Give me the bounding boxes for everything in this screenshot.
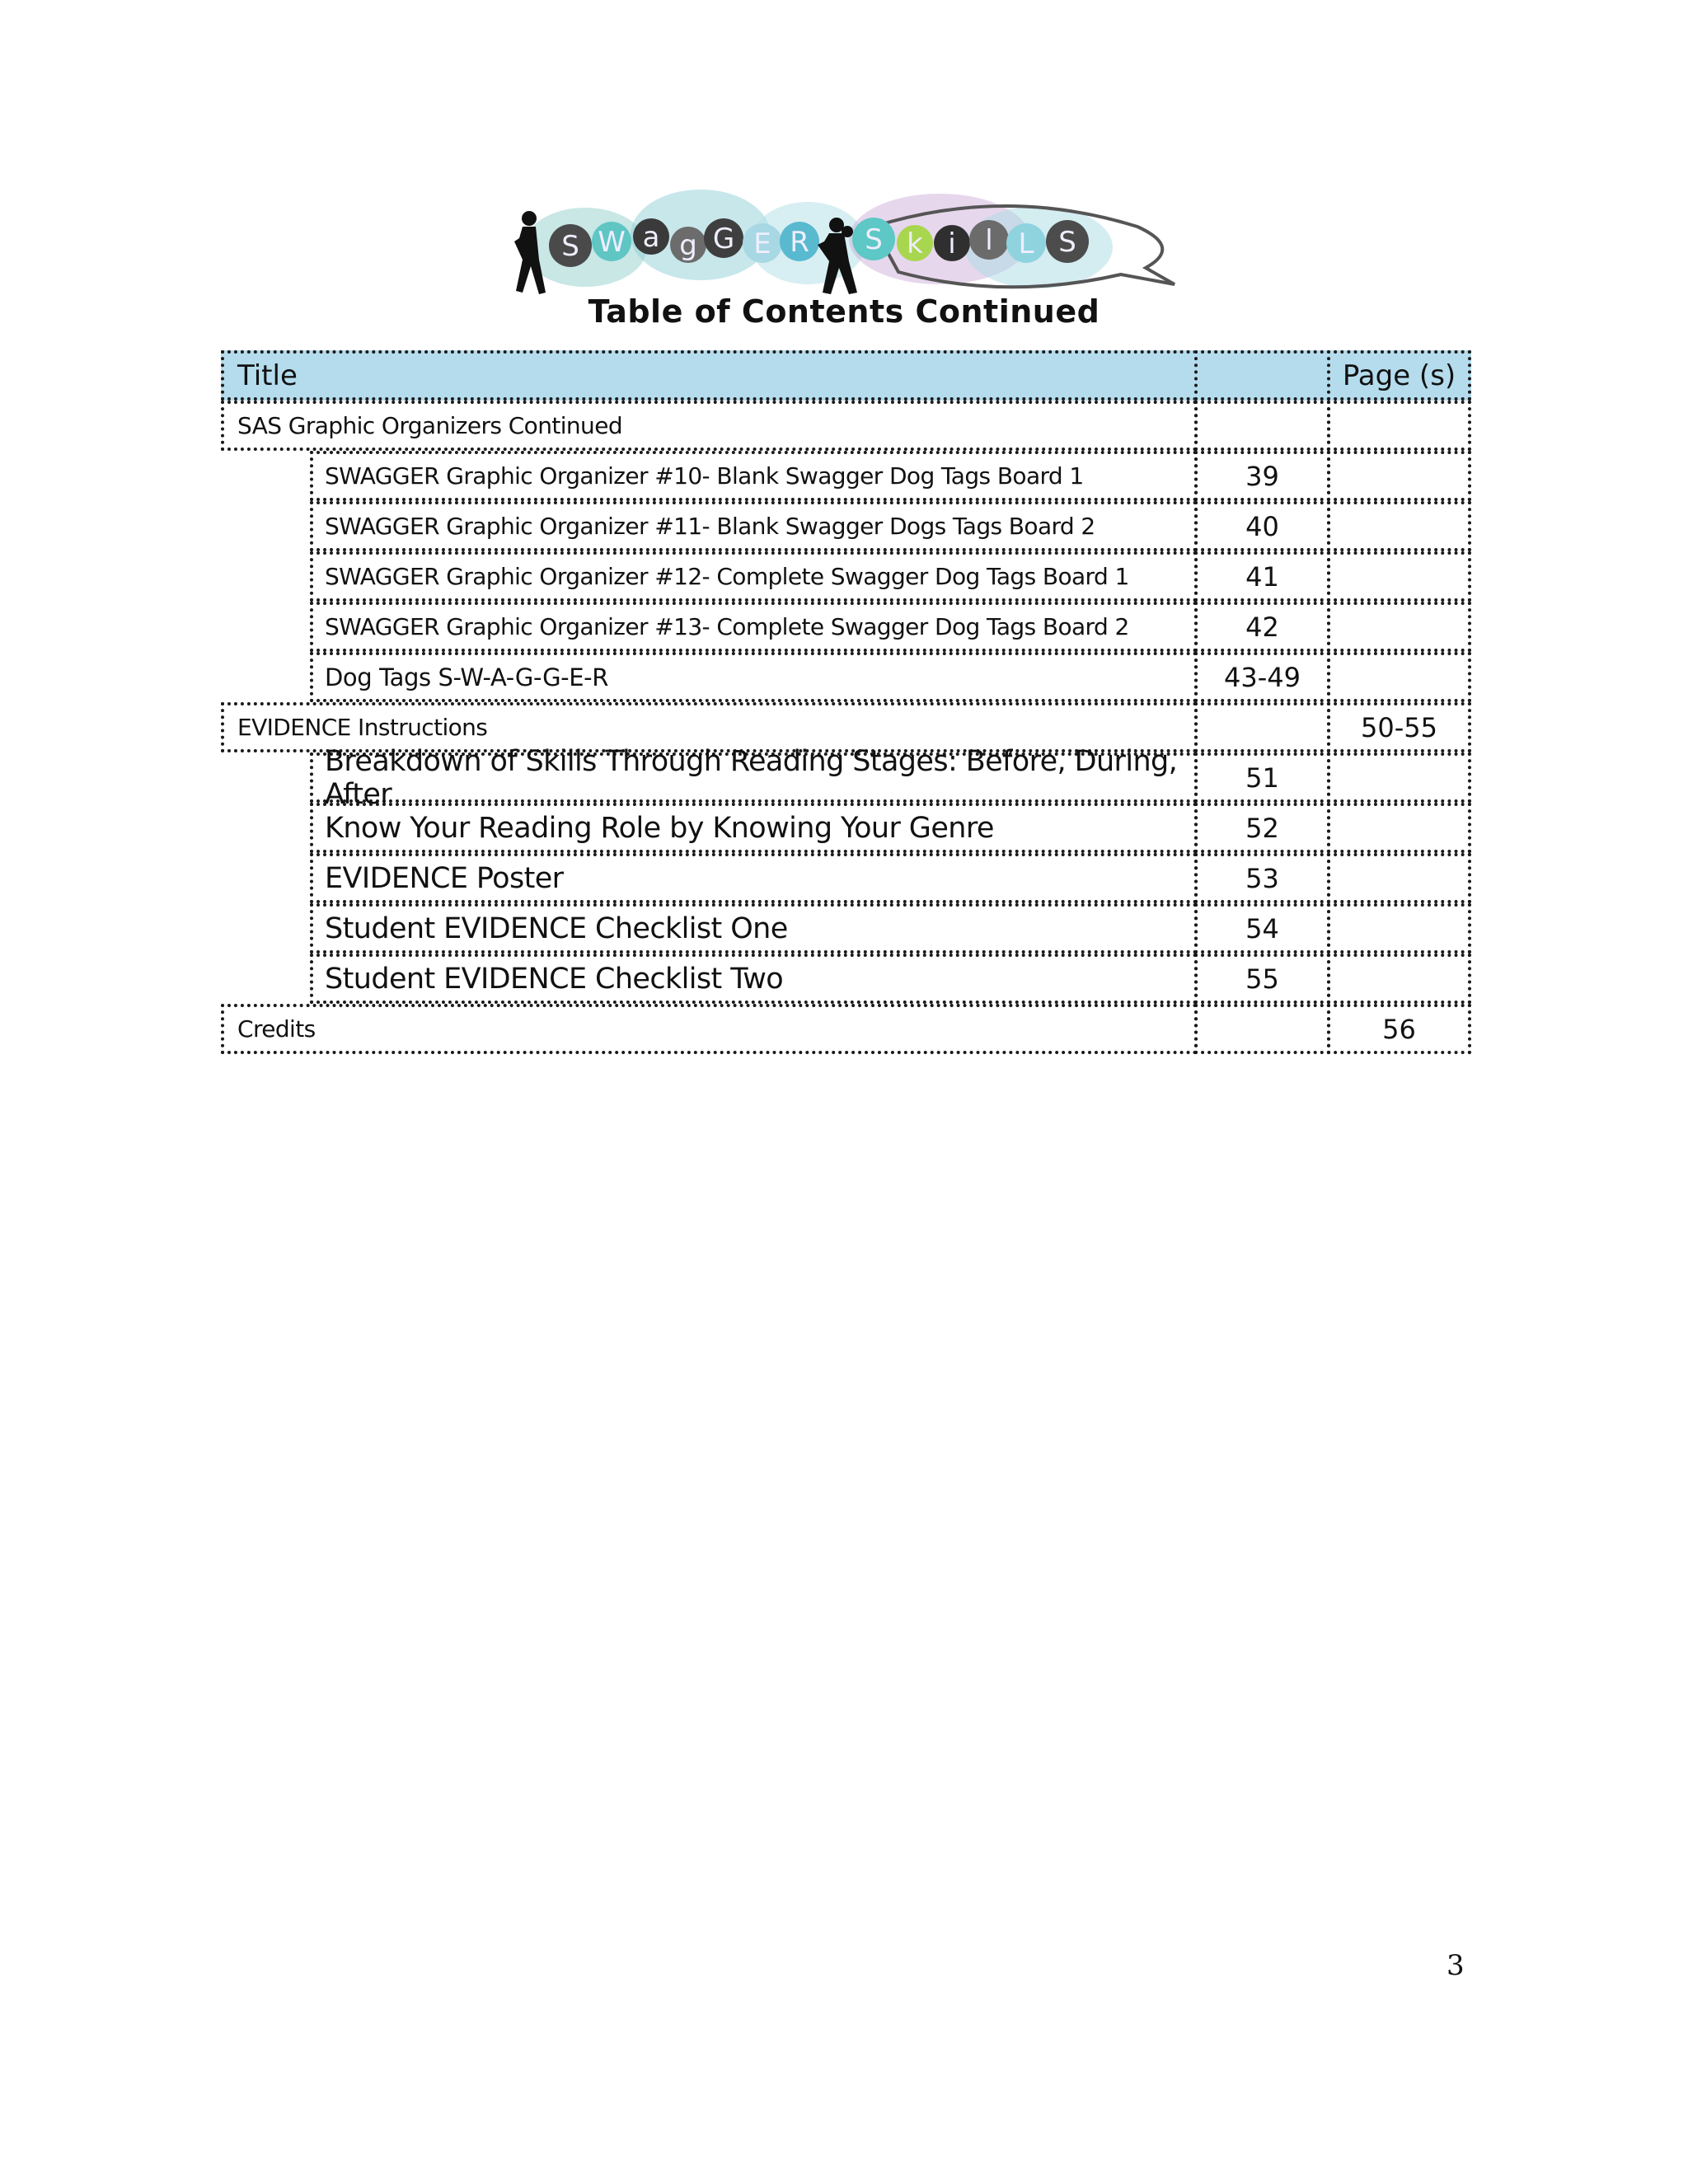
toc-entry-pages: 50-55 xyxy=(1327,702,1471,752)
toc-entry-number xyxy=(1194,1004,1330,1054)
toc-entry-title: EVIDENCE Instructions xyxy=(221,702,1198,752)
svg-text:G: G xyxy=(712,223,735,255)
toc-entry-title: SWAGGER Graphic Organizer #11- Blank Swagger Dogs Tags Board 2 xyxy=(310,501,1198,551)
toc-entry-pages xyxy=(1327,602,1471,652)
toc-entry-pages xyxy=(1327,903,1471,954)
toc-item-row xyxy=(221,744,1471,811)
svg-text:R: R xyxy=(790,226,809,259)
toc-item-row xyxy=(221,803,1471,853)
svg-text:a: a xyxy=(642,221,660,254)
header-number-cell xyxy=(1194,350,1330,401)
toc-item-row xyxy=(221,501,1471,551)
toc-entry-number: 40 xyxy=(1194,501,1330,551)
logo-graphic xyxy=(511,169,1179,305)
svg-text:W: W xyxy=(598,226,626,259)
toc-item-row xyxy=(221,451,1471,501)
toc-entry-pages xyxy=(1327,954,1471,1004)
toc-entry-number xyxy=(1194,401,1330,451)
toc-section-row xyxy=(221,401,1471,451)
toc-entry-title: SAS Graphic Organizers Continued xyxy=(221,401,1198,451)
svg-text:L: L xyxy=(1018,227,1034,260)
toc-entry-number: 55 xyxy=(1194,954,1330,1004)
toc-entry-number: 52 xyxy=(1194,803,1330,853)
toc-entry-title: Breakdown of Skills Through Reading Stages: Before, During, After xyxy=(310,752,1198,803)
toc-item-row xyxy=(221,551,1471,602)
toc-entry-title: Student EVIDENCE Checklist One xyxy=(310,903,1198,954)
toc-entry-number: 42 xyxy=(1194,602,1330,652)
toc-entry-pages xyxy=(1327,501,1471,551)
toc-entry-number: 51 xyxy=(1194,752,1330,803)
toc-entry-pages xyxy=(1327,551,1471,602)
toc-entry-pages xyxy=(1327,451,1471,501)
toc-item-row xyxy=(221,853,1471,903)
toc-entry-number xyxy=(1194,702,1330,752)
toc-entry-title: Student EVIDENCE Checklist Two xyxy=(310,954,1198,1004)
svg-text:S: S xyxy=(865,223,883,256)
toc-entry-number: 43-49 xyxy=(1194,652,1330,702)
svg-text:S: S xyxy=(1058,226,1076,259)
svg-text:k: k xyxy=(907,227,923,260)
toc-item-row xyxy=(221,903,1471,954)
toc-entry-title: SWAGGER Graphic Organizer #10- Blank Swagger Dog Tags Board 1 xyxy=(310,451,1198,501)
swagger-skills-logo xyxy=(511,169,1179,305)
toc-entry-title: SWAGGER Graphic Organizer #13- Complete Swagger Dog Tags Board 2 xyxy=(310,602,1198,652)
toc-entry-number: 39 xyxy=(1194,451,1330,501)
toc-section-row xyxy=(221,1004,1471,1054)
toc-entry-pages xyxy=(1327,803,1471,853)
toc-entry-pages xyxy=(1327,853,1471,903)
toc-entry-title: Know Your Reading Role by Knowing Your Genre xyxy=(310,803,1198,853)
toc-item-row xyxy=(221,652,1471,702)
toc-item-row xyxy=(221,954,1471,1004)
toc-entry-title: EVIDENCE Poster xyxy=(310,853,1198,903)
svg-text:l: l xyxy=(985,224,993,257)
header-pages-cell: Page (s) xyxy=(1327,350,1471,401)
header-title-cell: Title xyxy=(221,350,1198,401)
toc-entry-number: 41 xyxy=(1194,551,1330,602)
toc-item-row xyxy=(221,602,1471,652)
toc-entry-pages xyxy=(1327,752,1471,803)
toc-entry-pages xyxy=(1327,652,1471,702)
toc-header-row xyxy=(221,350,1471,401)
svg-text:g: g xyxy=(679,229,697,262)
toc-entry-number: 53 xyxy=(1194,853,1330,903)
toc-entry-title: Dog Tags S-W-A-G-G-E-R xyxy=(310,652,1198,702)
page-number: 3 xyxy=(1447,1949,1465,1982)
toc-entry-pages xyxy=(1327,401,1471,451)
svg-text:S: S xyxy=(561,230,579,263)
svg-text:E: E xyxy=(753,227,771,260)
toc-entry-title: SWAGGER Graphic Organizer #12- Complete Swagger Dog Tags Board 1 xyxy=(310,551,1198,602)
toc-entry-number: 54 xyxy=(1194,903,1330,954)
toc-entry-title: Credits xyxy=(221,1004,1198,1054)
toc-entry-pages: 56 xyxy=(1327,1004,1471,1054)
toc-table xyxy=(221,350,1471,1052)
svg-text:i: i xyxy=(948,227,956,260)
page-title: Table of Contents Continued xyxy=(588,293,1100,330)
